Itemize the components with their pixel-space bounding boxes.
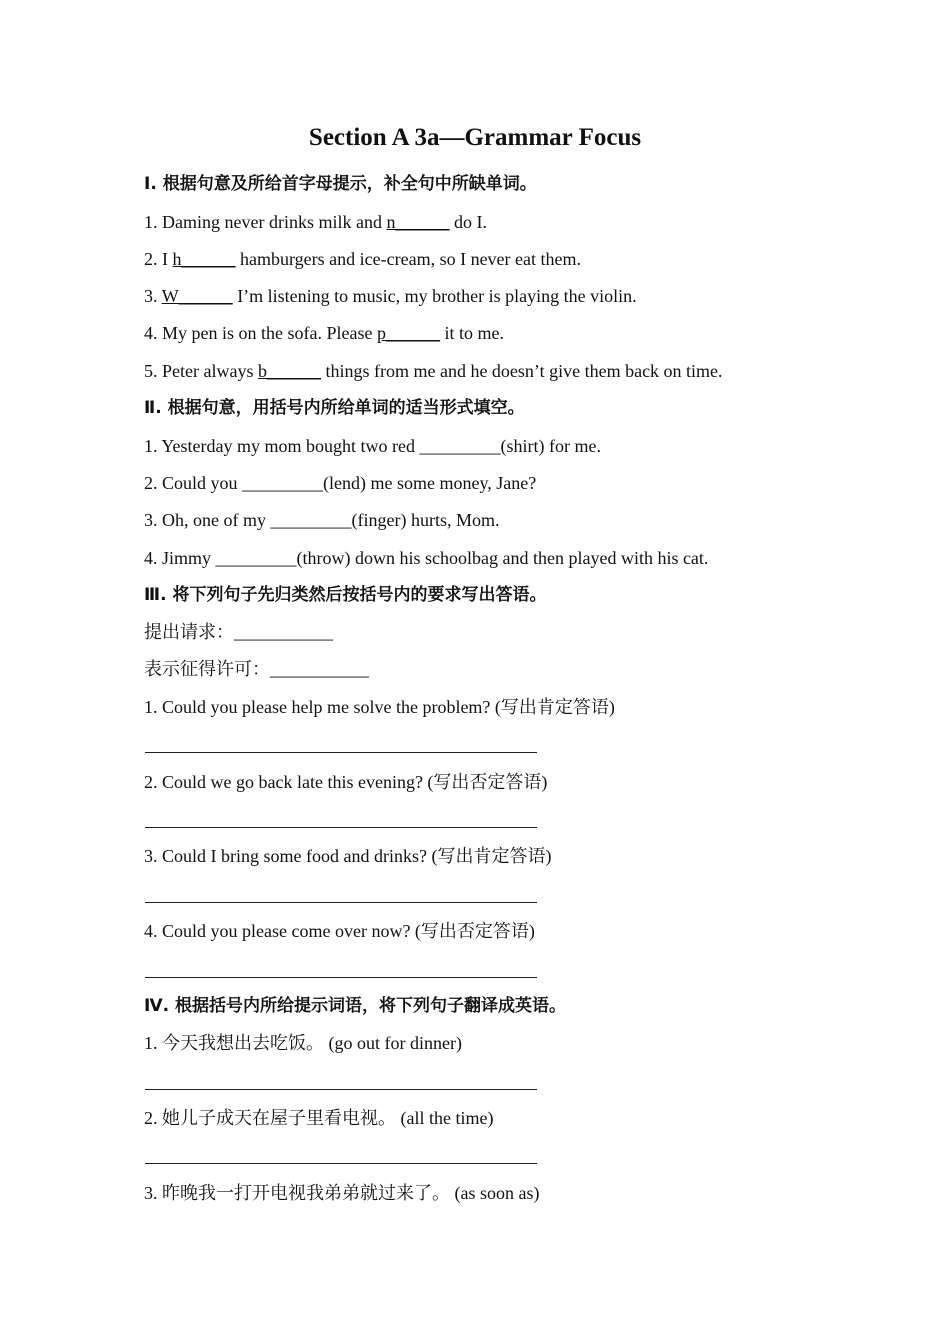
answer-line xyxy=(145,827,537,828)
q-text: 3. xyxy=(144,286,162,306)
q-text: 2. I xyxy=(144,249,173,269)
q-blank: n______ xyxy=(386,212,450,232)
q-text: do I. xyxy=(449,212,487,232)
section-4-heading: Ⅳ. 根据括号内所给提示词语，将下列句子翻译成英语。 xyxy=(144,996,567,1016)
answer-line xyxy=(145,1089,537,1090)
section-3-heading: Ⅲ. 将下列句子先归类然后按括号内的要求写出答语。 xyxy=(144,585,547,605)
s4-question-1: 1. 今天我想出去吃饭。 (go out for dinner) xyxy=(144,1033,462,1053)
answer-line xyxy=(145,902,537,903)
s3-question-4: 4. Could you please come over now? (写出否定答语) xyxy=(144,921,535,941)
page-title: Section A 3a—Grammar Focus xyxy=(308,124,642,151)
q-text: 4. My pen is on the sofa. Please xyxy=(144,323,377,343)
s2-question-4: 4. Jimmy _________(throw) down his schoolbag and then played with his cat. xyxy=(144,548,709,568)
s2-question-2: 2. Could you _________(lend) me some money, Jane? xyxy=(144,473,537,493)
s1-question-2 xyxy=(144,248,581,270)
q-text: it to me. xyxy=(439,323,504,343)
q-text: I’m listening to music, my brother is playing the violin. xyxy=(232,286,637,306)
q-blank: h______ xyxy=(172,249,236,269)
q-text: 5. Peter always xyxy=(144,361,258,381)
s3-question-1: 1. Could you please help me solve the problem? (写出肯定答语) xyxy=(144,697,615,717)
q-blank: b______ xyxy=(257,361,321,381)
s4-question-3: 3. 昨晚我一打开电视我弟弟就过来了。 (as soon as) xyxy=(144,1183,540,1203)
s2-question-1: 1. Yesterday my mom bought two red _________(shirt) for me. xyxy=(144,436,601,456)
s4-question-2: 2. 她儿子成天在屋子里看电视。 (all the time) xyxy=(144,1108,494,1128)
q-blank: p______ xyxy=(376,323,440,343)
section-1-heading: Ⅰ. 根据句意及所给首字母提示，补全句中所缺单词。 xyxy=(144,174,537,194)
s1-question-3 xyxy=(144,285,637,307)
answer-line xyxy=(145,1163,537,1164)
answer-line xyxy=(145,977,537,978)
s3-question-3: 3. Could I bring some food and drinks? (写出肯定答语) xyxy=(144,846,552,866)
q-text: hamburgers and ice-cream, so I never eat them. xyxy=(235,249,582,269)
q-blank: W______ xyxy=(161,286,233,306)
s1-question-1 xyxy=(144,211,487,233)
s1-question-4 xyxy=(144,322,504,344)
permission-category: 表示征得许可：___________ xyxy=(144,659,369,679)
answer-line xyxy=(145,752,537,753)
s2-question-3: 3. Oh, one of my _________(finger) hurts, Mom. xyxy=(144,510,500,530)
request-category: 提出请求：___________ xyxy=(144,622,333,642)
s3-question-2: 2. Could we go back late this evening? (写出否定答语) xyxy=(144,772,548,792)
q-text: 1. Daming never drinks milk and xyxy=(144,212,387,232)
section-2-heading: Ⅱ. 根据句意，用括号内所给单词的适当形式填空。 xyxy=(144,398,525,418)
q-text: things from me and he doesn’t give them back on time. xyxy=(320,361,723,381)
s1-question-5 xyxy=(144,360,723,382)
